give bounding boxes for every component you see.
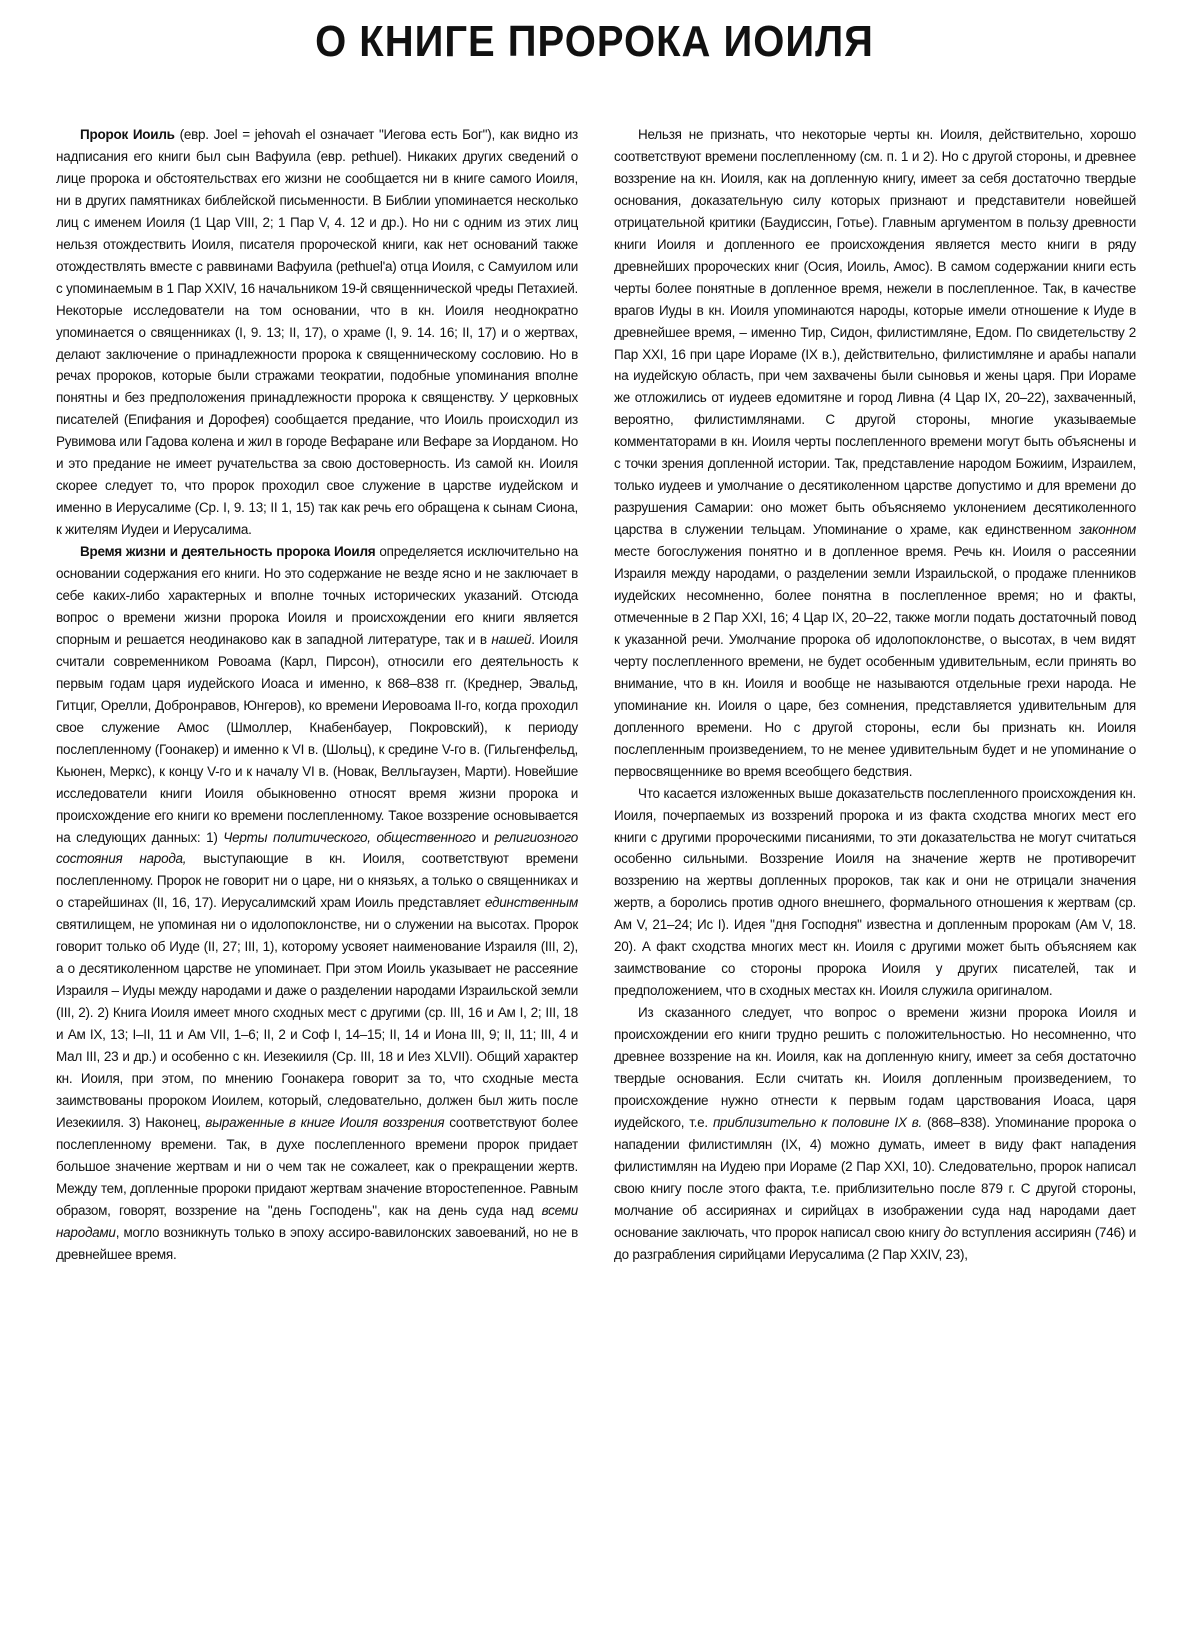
emphasis-text: нашей [491, 631, 532, 647]
emphasis-text: религиозного состояния народа, [56, 829, 578, 867]
left-column [56, 124, 578, 1266]
emphasis-text: законном [1078, 522, 1136, 538]
paragraph-text: Что касается изложенных выше доказательств послепленного происхождения кн. Иоиля, почерпаемых из воззрений пророка и из факта сходства многих мест его книги с другими пророческими писаниями, то эти доказательства не могут считаться особенно сильными. Воззрение Иоиля на значение жертв не противоречит воззрению на жертвы допленных пророков, так как и они не отрицали значения жертв, а боролись против одного внешнего, формального отношения к жертвам (ср. Ам V, 21–24; Ис I). Идея "дня Господня" известна и допленным пророкам (Ам V, 18. 20). А факт сходства многих мест кн. Иоиля с другими может быть объясняем как заимствование со стороны пророка Иоиля у других писателей, так и предположением, что в сходных местах кн. Иоиля служила оригиналом. [614, 785, 1136, 999]
emphasis-text: Черты политического, общественного [223, 829, 476, 845]
paragraph-text: соответствуют более послепленному времени. Так, в духе послепленного времени пророк придает большое значение жертвам и ни о чем так не сожалеет, как о прекращении жертв. Между тем, допленные пророки придают жертвам значение второстепенное. Равным образом, говорят, воззрение на "день Господень", как на день суда над [56, 1114, 578, 1218]
emphasis-text: всеми народами [56, 1202, 578, 1240]
paragraph-text: , могло возникнуть только в эпоху ассиро-вавилонских завоеваний, но не в древнейшее время. [56, 1224, 578, 1262]
paragraph-text: Из сказанного следует, что вопрос о времени жизни пророка Иоиля и происхождении его книги трудно решить с положительностью. Но несомненно, что древнее воззрение на кн. Иоиля, как на допленную книгу, имеет за себя достаточно твердые основания. Если считать кн. Иоиля допленным произведением, то происхождение нужно отнести к первым годам царствования Иоаса, царя иудейского, т.е. [614, 1005, 1136, 1130]
paragraph-text: и [475, 829, 495, 845]
paragraph-text: . Иоиля считали современником Ровоама (Карл, Пирсон), относили его деятельность к первым годам царя иудейского Иоаса и именно, к 868–838 гг. (Креднер, Эвальд, Гитциг, Орелли, Добронравов, Юнгеров), ко времени Иеровоама II-го, когда проходил свое служение Амос (Шмоллер, Кнабенбауер, Покровский), к периоду послепленному (Гоонакер) и именно к VI в. (Шольц), к средине V-го в. (Гильгенфельд, Кьюнен, Меркс), к концу V-го и к началу VI в. (Новак, Велльгаузен, Марти). Новейшие исследователи книги Иоиля обыкновенно относят время жизни пророка и происхождение его книги ко времени послепленному. Такое воззрение основывается на следующих данных: 1) [56, 631, 578, 845]
paragraph-lead: Время жизни и деятельность пророка Иоиля [80, 544, 376, 560]
paragraph-text: Нельзя не признать, что некоторые черты кн. Иоиля, действительно, хорошо соответствуют времени послепленному (см. п. 1 и 2). Но с другой стороны, и древнее воззрение на кн. Иоиля, как на допленную книгу, имеет за себя достаточно твердые основания, доказательную силу которых признают и представители новейшей отрицательной критики (Баудиссин, Готье). Главным аргументом в пользу древности книги Иоиля и допленного ее происхождения является место книги в ряду древнейших пророческих книг (Осия, Иоиль, Амос). В самом содержании книги есть черты более понятные в допленное время, нежели в послепленное. Так, в качестве врагов Иуды в кн. Иоиля упоминаются народы, которые имели отношение к Иуде в древнейшее время, – именно Тир, Сидон, филистимляне, Едом. По свидетельству 2 Пар XXI, 16 при царе Иораме (IX в.), действительно, филистимляне и арабы напали на иудейскую область, при чем захвачены были сыновья и жены царя. При Иораме же отложились от иудеев едомитяне и город Ливна (4 Цар IX, 20–22), захваченный, вероятно, филистимлянами. С другой стороны, многие указываемые комментаторами в кн. Иоиля черты послепленного времени могут быть объяснены и с точки зрения допленной истории. Так, представление народом Божиим, Израилем, только иудеев и умолчание о десятиколенном царстве допустимо и для времени до разрушения Самарии: оно может быть объясняемо уклонением десятиколенного царства в служении тельцам. Упоминание о храме, как единственном [614, 127, 1136, 538]
paragraph-text: вступления ассириян (746) и до разграбления сирийцами Иерусалима (2 Пар XXIV, 23), [614, 1224, 1137, 1262]
paragraph-text: (868–838). Упоминание пророка о нападении филистимлян (IX, 4) можно думать, имеет в виду факт нападения филистимлян на Иудею при Иораме (2 Пар XXI, 10). Следовательно, пророк написал свою книгу после этого факта, т.е. приблизительно после 879 г. С другой стороны, молчание об ассириянах и сирийцах в изображении суда над народами дает основание заключать, что пророк написал свою книгу [614, 1114, 1136, 1240]
paragraph-text: святилищем, не упоминая ни о идолопоклонстве, ни о служении на высотах. Пророк говорит только об Иуде (II, 27; III, 1), которому усвояет наименование Израиля (III, 2), а о десятиколенном царстве не упоминает. При этом Иоиль указывает не рассеяние Израиля – Иуды между народами и даже о разделении народами Израильской земли (III, 2). 2) Книга Иоиля имеет много сходных мест с другими (ср. III, 16 и Ам I, 2; III, 18 и Ам IX, 13; I–II, 11 и Ам VII, 1–6; II, 2 и Соф I, 14–15; II, 14 и Иона III, 9; II, 11; III, 4 и Мал III, 23 и др.) и особенно с кн. Иезекииля (Ср. III, 18 и Иез XLVII). Общий характер кн. Иоиля, при этом, по мнению Гоонакера говорит за то, что сходные места заимствованы пророком Иоилем, который, следовательно, должен был жить после Иезекииля. 3) Наконец, [56, 917, 578, 1130]
paragraph-time-of-life [56, 541, 578, 1265]
paragraph-text: (евр. Joel = jehovah el означает "Иегова есть Бог"), как видно из надписания его книги был сын Вафуила (евр. pethuel). Никаких других сведений о лице пророка и обстоятельствах его жизни не сообщается ни в книге самого Иоиля, ни в других памятниках библейской письменности. В Библии упоминается несколько лиц с именем Иоиля (1 Цар VIII, 2; 1 Пар V, 4. 12 и др.). Но ни с одним из этих лиц нельзя отождествить Иоиля, писателя пророческой книги, как нет оснований также отождествлять вместе с раввинами Вафуила (pethuel'a) отца Иоиля, с Самуилом или с упоминаемым в 1 Пар XXIV, 16 начальником 19-й священнической чреды Петахией. Некоторые исследователи на том основании, что в кн. Иоиля неоднократно упоминается о священниках (I, 9. 13; II, 17), о храме (I, 9. 14. 16; II, 17) и о жертвах, делают заключение о принадлежности пророка к священническому сословию. Но в речах пророков, которые были стражами теократии, подобные упоминания вполне понятны и без предположения принадлежности пророка к священству. У церковных писателей (Епифания и Дорофея) сообщается предание, что Иоиль происходил из Рувимова или Гадова колена и жил в городе Вефаране или Вефаре за Иорданом. Но и это предание не имеет ручательства за свою достоверность. Из самой кн. Иоиля скорее следует то, что пророк проходил свое служение в царстве иудейском и именно в Иерусалиме (Ср. I, 9. 13; II 1, 15) так как речь его обращена к сынам Сиона, к жителям Иудеи и Иерусалима. [56, 127, 578, 538]
paragraph-text: определяется исключительно на основании содержания его книги. Но это содержание не везде ясно и не заключает в себе каких-либо характерных и вполне точных исторических указаний. Отсюда вопрос о времени жизни пророка Иоиля и происхождении его книги является спорным и решается неодинаково как в западной литературе, так и в [56, 544, 578, 647]
emphasis-text: приблизительно к половине IX в. [712, 1114, 923, 1130]
page-title: О КНИГЕ ПРОРОКА ИОИЛЯ [315, 18, 874, 66]
paragraph-pre-exile-arguments [614, 124, 1136, 783]
paragraph-prophet-joel [56, 124, 578, 541]
emphasis-text: до [943, 1224, 958, 1240]
emphasis-text: выраженные в книге Иоиля воззрения [205, 1114, 445, 1130]
paragraph-text: месте богослужения понятно и в допленное время. Речь кн. Иоиля о рассеянии Израиля между народами, о разделении земли Израильской, о продаже пленников иудейских несомненно, более понятна в послепленное время; но и факты, отмеченные в 2 Пар XXI, 16; 4 Цар IX, 20–22, также могли подать достаточный повод к указанной речи. Умолчание пророка об идолопоклонстве, о высотах, в чем видят черту послепленного времени, не будет особенным удивительным, если принять во внимание, что в кн. Иоиля и вообще не называются отдельные грехи народа. Не упоминание кн. Иоиля о царе, без сомнения, представляется удивительным для допленного времени. Но с другой стороны, если бы признать кн. Иоиля послепленным произведением, то не менее удивительным будет и не упоминание о первосвященнике во время всеобщего бедствия. [614, 544, 1136, 779]
paragraph-lead: Пророк Иоиль [80, 127, 175, 142]
paragraph-post-exile-evidence [614, 783, 1136, 1003]
paragraph-conclusion [614, 1002, 1136, 1265]
emphasis-text: единственным [484, 895, 578, 911]
right-column [614, 124, 1136, 1266]
paragraph-text: выступающие в кн. Иоиля, соответствуют времени послепленному. Пророк не говорит ни о царе, ни о князьях, а только о священниках и о старейшинах (II, 16, 17). Иерусалимский храм Иоиль представляет [56, 851, 578, 911]
